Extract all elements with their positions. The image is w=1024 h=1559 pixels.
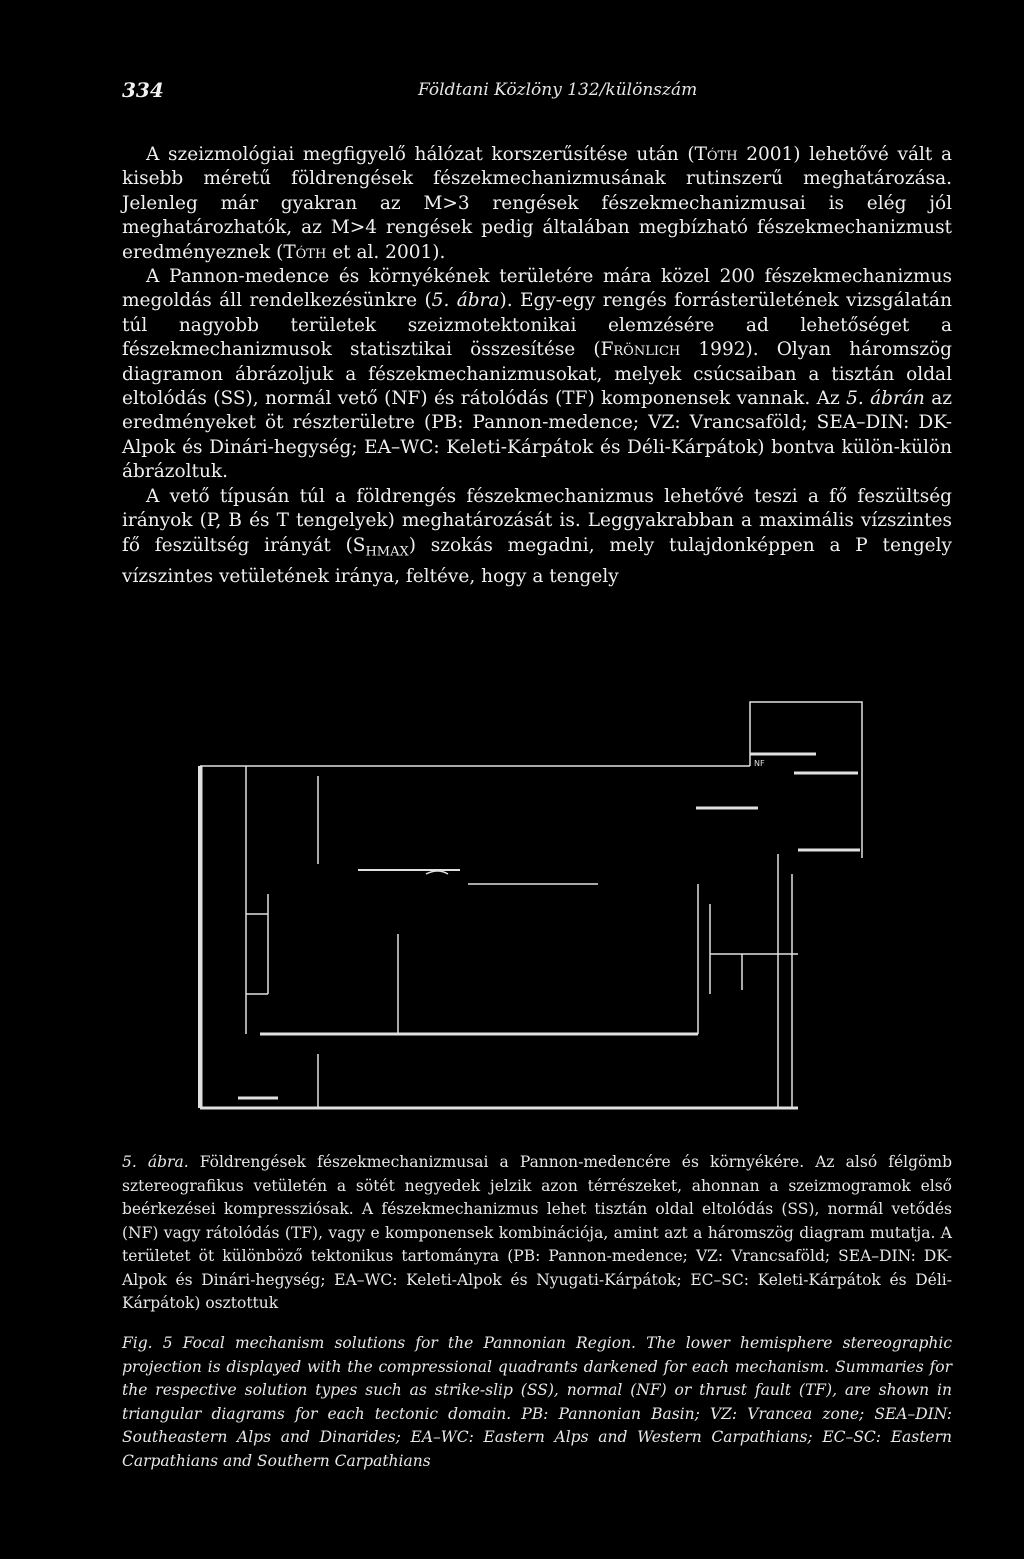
text-run: A vető típusán túl a földrengés fészekmechanizmus lehetővé teszi a fő feszültség irányok (P, B és T tengelyek) meghatározását is. Leggyakrabban a maximális vízszintes fő feszültség irányát (S [122, 485, 952, 556]
figure-line-art [198, 694, 866, 1114]
text-run: 1992). Olyan háromszög diagramon ábrázoljuk a fészekmechanizmusokat, melyek csúcsaiban a tisztán oldal eltolódás (SS), normál vető (NF) és rátolódás (TF) komponensek vannak. Az [122, 339, 952, 410]
nf-label: NF [754, 759, 765, 768]
figure-5-map [198, 694, 866, 1114]
author-citation: Frönlich [600, 339, 681, 361]
running-title: Földtani Közlöny 132/különszám [418, 80, 698, 100]
subscript-hmax: HMAX [365, 544, 409, 560]
text-run: ). Egy-egy rengés forrásterületének vizsgálatán túl nagyobb területek szeizmotektonikai elemzésére ad lehetőséget a fészekmechanizmusok statisztikai összesítése ( [122, 290, 952, 361]
author-citation: Tóth [283, 241, 327, 263]
figure-caption-hungarian [122, 1151, 952, 1316]
text-run: 2001) lehetővé vált a kisebb méretű földrengések fészekmechanizmusának rutinszerű meghatározása. Jelenleg már gyakran az M>3 rengések fészekmechanizmusai is elég jól meghatározhatók, az M>4 rengések pedig általában megbízható fészekmechanizmust eredményeznek ( [122, 144, 952, 263]
figure-caption-english: Fig. 5 Focal mechanism solutions for the Pannonian Region. The lower hemisphere stereographic projection is displayed with the compressional quadrants darkened for each mechanism. Summaries for the respective solution types such as strike-slip (SS), normal (NF) or thrust fault (TF), are shown in triangular diagrams for each tectonic domain. PB: Pannonian Basin; VZ: Vrancea zone; SEA–DIN: Southeastern Alps and Dinarides; EA–WC: Eastern Alps and Western Carpathians; EC–SC: Eastern Carpathians and Southern Carpathians [122, 1334, 952, 1470]
figure-reference: 5. ábra [431, 290, 500, 312]
paragraph-3 [122, 485, 952, 589]
text-run: A szeizmológiai megfigyelő hálózat korszerűsítése után ( [146, 144, 695, 165]
caption-text: Földrengések fészekmechanizmusai a Pannon-medencére és környékére. Az alsó félgömb sztereografikus vetületén a sötét negyedek jelzik azon térrészeket, ahonnan a szeizmogramok első beérkezései kompressziósak. A fészekmechanizmus lehet tisztán oldal eltolódás (SS), normál vetődés (NF) vagy rátolódás (TF), vagy e komponensek kombinációja, amint azt a háromszög diagram mutatja. A területet öt különböző tektonikus tartományra (PB: Pannon-medence; VZ: Vrancsaföld; SEA–DIN: DK-Alpok és Dinári-hegység; EA–WC: Keleti-Alpok és Nyugati-Kárpátok; EC–SC: Keleti-Kárpátok és Déli-Kárpátok) osztottuk [122, 1153, 952, 1312]
paragraph-2 [122, 265, 952, 485]
curve-mark [426, 871, 448, 874]
caption-label: 5. ábra. [122, 1153, 189, 1171]
text-run: ) szokás megadni, mely tulajdonképpen a P tengely vízszintes vetületének iránya, feltéve, hogy a tengely [122, 534, 952, 587]
text-run: et al. 2001). [326, 241, 446, 263]
figure-reference: 5. ábrán [846, 388, 925, 410]
text-run: az eredményeket öt részterületre (PB: Pannon-medence; VZ: Vrancsaföld; SEA–DIN: DK-Alpok és Dinári-hegység; EA–WC: Keleti-Kárpátok és Déli-Kárpátok) bontva külön-külön ábrázoltuk. [122, 388, 952, 483]
author-citation: Tóth [694, 144, 738, 165]
inset-frame [750, 702, 862, 858]
paragraph-1 [122, 143, 952, 265]
page-header [122, 78, 952, 108]
body-text [122, 143, 952, 589]
text-run: A Pannon-medence és környékének területére mára közel 200 fészekmechanizmus megoldás áll rendelkezésünkre ( [122, 266, 952, 312]
page-number: 334 [122, 78, 164, 102]
